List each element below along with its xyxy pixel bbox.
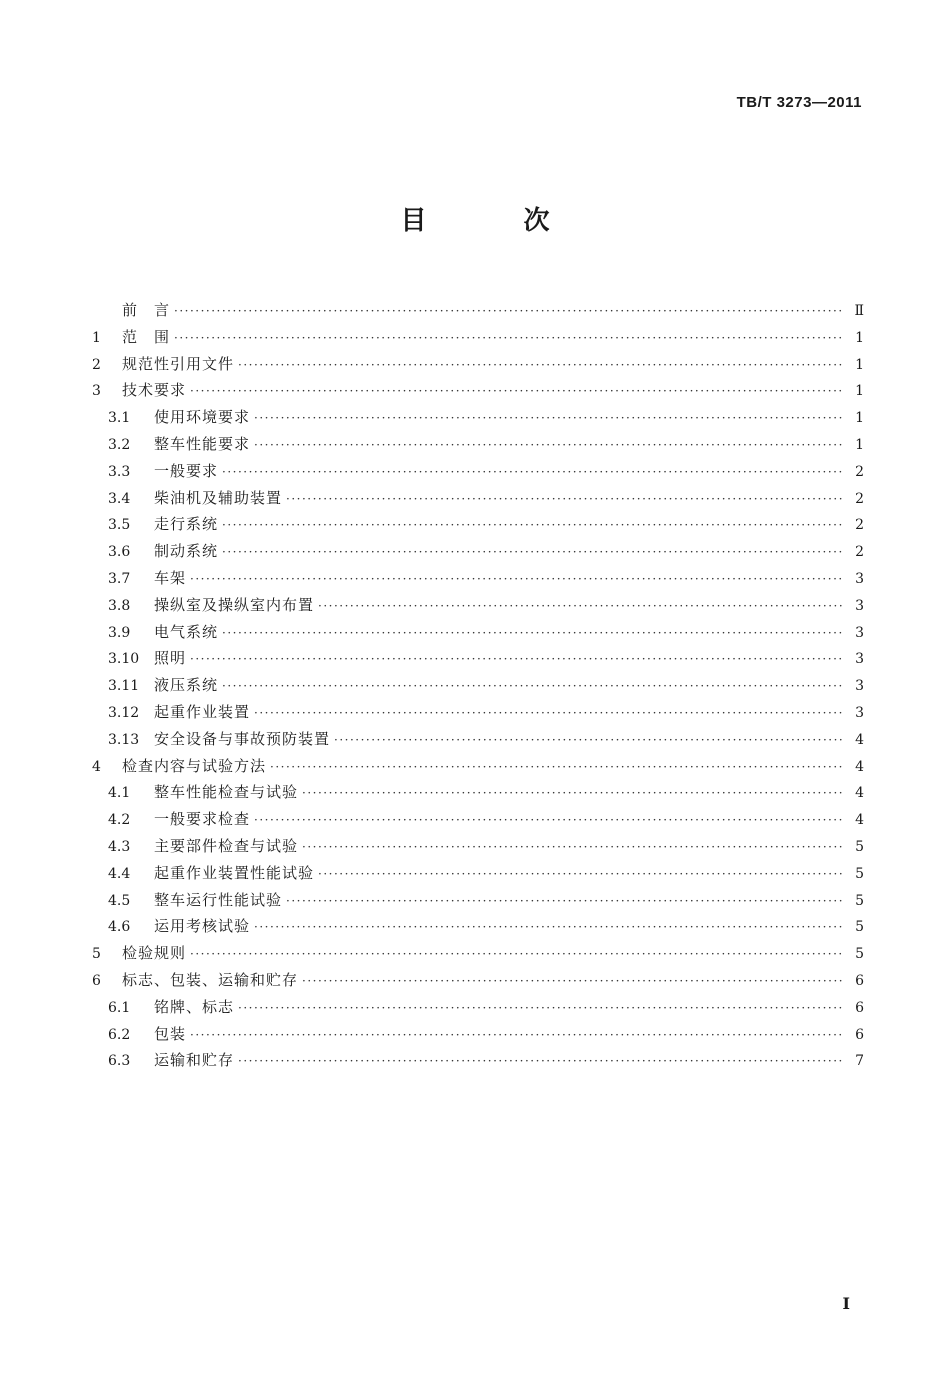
toc-leader-dots: [286, 894, 844, 908]
toc-entry-page: 4: [855, 812, 864, 829]
toc-entry[interactable]: [92, 487, 864, 514]
toc-entry[interactable]: [92, 889, 864, 916]
toc-entry-label: 一般要求检查: [154, 810, 251, 829]
toc-entry-number: 3.1: [108, 410, 131, 427]
toc-entry-label: 主要部件检查与试验: [154, 836, 299, 855]
toc-entry[interactable]: [92, 835, 864, 862]
toc-leader-dots: [190, 652, 844, 666]
toc-entry-number: 3.2: [108, 436, 131, 453]
toc-entry-page: 5: [855, 919, 864, 936]
toc-entry-page: 3: [855, 651, 864, 668]
toc-entry[interactable]: [92, 433, 864, 460]
toc-leader-dots: [174, 304, 844, 318]
toc-entry-page: 5: [855, 892, 864, 909]
toc-entry-label: 检查内容与试验方法: [122, 756, 267, 775]
toc-entry-label: 标志、包装、运输和贮存: [122, 970, 299, 989]
toc-entry-label: 运输和贮存: [154, 1051, 235, 1070]
toc-entry-label: 走行系统: [154, 515, 219, 534]
toc-entry[interactable]: [92, 969, 864, 996]
toc-leader-dots: [174, 331, 844, 345]
toc-entry-label: 整车性能检查与试验: [154, 783, 299, 802]
page-title: 目 次: [400, 206, 594, 236]
toc-leader-dots: [238, 1001, 844, 1015]
toc-leader-dots: [238, 358, 844, 372]
toc-entry-page: 1: [855, 410, 864, 427]
toc-entry[interactable]: [92, 915, 864, 942]
toc-leader-dots: [238, 1054, 844, 1068]
toc-entry[interactable]: [92, 728, 864, 755]
toc-entry-number: 3: [92, 383, 101, 400]
toc-entry-label: 一般要求: [154, 461, 219, 480]
toc-entry-label: 安全设备与事故预防装置: [154, 729, 331, 748]
toc-entry-number: 6: [92, 972, 101, 989]
toc-entry-page: 1: [855, 329, 864, 346]
toc-entry-page: 4: [855, 785, 864, 802]
toc-leader-dots: [190, 1028, 844, 1042]
toc-entry-page: 1: [855, 356, 864, 373]
toc-entry-label: 制动系统: [154, 542, 219, 561]
toc-entry-number: 4.5: [108, 892, 131, 909]
toc-entry[interactable]: [92, 701, 864, 728]
toc-leader-dots: [222, 545, 844, 559]
toc-entry-number: 3.12: [108, 704, 140, 721]
toc-entry-number: 4: [92, 758, 101, 775]
toc-entry-number: 3.4: [108, 490, 131, 507]
toc-entry[interactable]: [92, 299, 864, 326]
toc-entry-label: 整车性能要求: [154, 434, 251, 453]
toc-entry[interactable]: [92, 647, 864, 674]
toc-entry-number: 3.13: [108, 731, 140, 748]
toc-entry-page: 4: [855, 758, 864, 775]
toc-leader-dots: [334, 733, 844, 747]
toc-entry-number: 3.3: [108, 463, 131, 480]
toc-entry[interactable]: [92, 567, 864, 594]
toc-entry[interactable]: [92, 460, 864, 487]
toc-entry-number: 4.3: [108, 838, 131, 855]
toc-entry-number: 1: [92, 329, 101, 346]
toc-entry-label: 操纵室及操纵室内布置: [154, 595, 315, 614]
toc-entry-number: 5: [92, 946, 101, 963]
toc-entry-number: 3.11: [108, 678, 140, 695]
toc-leader-dots: [254, 920, 844, 934]
toc-entry-label: 技术要求: [122, 381, 187, 400]
toc-entry-label: 运用考核试验: [154, 917, 251, 936]
toc-leader-dots: [222, 465, 844, 479]
toc-entry-number: 6.2: [108, 1026, 131, 1043]
toc-entry[interactable]: [92, 326, 864, 353]
toc-leader-dots: [254, 813, 844, 827]
toc-leader-dots: [190, 384, 844, 398]
toc-entry-page: 7: [855, 1053, 864, 1070]
toc-leader-dots: [286, 492, 844, 506]
toc-leader-dots: [222, 518, 844, 532]
table-of-contents: [92, 299, 864, 1076]
page-number: I: [842, 1294, 850, 1313]
toc-entry-label: 起重作业装置性能试验: [154, 863, 315, 882]
toc-entry-page: 1: [855, 436, 864, 453]
toc-leader-dots: [270, 760, 844, 774]
toc-entry[interactable]: [92, 1049, 864, 1076]
toc-entry-label: 规范性引用文件: [122, 354, 235, 373]
toc-entry-page: 3: [855, 704, 864, 721]
toc-entry-number: 4.1: [108, 785, 131, 802]
toc-entry-number: 6.1: [108, 999, 131, 1016]
toc-entry[interactable]: [92, 755, 864, 782]
document-code: TB/T 3273—2011: [736, 94, 862, 111]
toc-entry-page: 4: [855, 731, 864, 748]
toc-entry-label: 柴油机及辅助装置: [154, 488, 283, 507]
toc-leader-dots: [318, 867, 844, 881]
toc-entry[interactable]: [92, 379, 864, 406]
toc-leader-dots: [254, 411, 844, 425]
toc-entry-number: 3.10: [108, 651, 140, 668]
toc-entry[interactable]: [92, 674, 864, 701]
toc-leader-dots: [318, 599, 844, 613]
toc-entry-page: 5: [855, 946, 864, 963]
toc-entry-label: 包装: [154, 1024, 187, 1043]
toc-entry-page: Ⅱ: [854, 303, 864, 319]
toc-entry-page: 2: [855, 517, 864, 534]
toc-leader-dots: [302, 786, 844, 800]
toc-entry-page: 5: [855, 838, 864, 855]
toc-leader-dots: [254, 438, 844, 452]
toc-entry-number: 3.7: [108, 570, 131, 587]
toc-entry[interactable]: [92, 353, 864, 380]
toc-entry-page: 6: [855, 999, 864, 1016]
toc-entry[interactable]: [92, 781, 864, 808]
toc-entry[interactable]: [92, 942, 864, 969]
toc-entry-number: 3.6: [108, 544, 131, 561]
toc-entry-number: 4.6: [108, 919, 131, 936]
toc-leader-dots: [222, 679, 844, 693]
toc-entry-label: 车架: [154, 568, 187, 587]
toc-entry[interactable]: [92, 540, 864, 567]
toc-leader-dots: [302, 974, 844, 988]
toc-entry-number: 3.9: [108, 624, 131, 641]
toc-entry-label: 前 言: [122, 301, 171, 319]
toc-entry-page: 3: [855, 570, 864, 587]
toc-entry[interactable]: [92, 1023, 864, 1050]
toc-entry-page: 2: [855, 490, 864, 507]
toc-entry-number: 6.3: [108, 1053, 131, 1070]
toc-entry-number: 3.8: [108, 597, 131, 614]
toc-entry-page: 3: [855, 597, 864, 614]
toc-entry[interactable]: [92, 996, 864, 1023]
toc-entry-page: 1: [855, 383, 864, 400]
toc-entry[interactable]: [92, 621, 864, 648]
toc-leader-dots: [254, 706, 844, 720]
toc-entry[interactable]: [92, 406, 864, 433]
toc-entry[interactable]: [92, 862, 864, 889]
toc-entry-number: 4.2: [108, 812, 131, 829]
toc-entry-page: 5: [855, 865, 864, 882]
toc-entry-label: 起重作业装置: [154, 702, 251, 721]
toc-leader-dots: [190, 572, 844, 586]
toc-entry-label: 照明: [154, 649, 187, 668]
toc-leader-dots: [190, 947, 844, 961]
toc-entry-number: 3.5: [108, 517, 131, 534]
toc-entry[interactable]: [92, 594, 864, 621]
toc-entry-page: 2: [855, 544, 864, 561]
toc-entry[interactable]: [92, 513, 864, 540]
toc-entry[interactable]: [92, 808, 864, 835]
toc-entry-label: 整车运行性能试验: [154, 890, 283, 909]
toc-leader-dots: [222, 626, 844, 640]
toc-entry-page: 3: [855, 678, 864, 695]
toc-entry-label: 检验规则: [122, 944, 187, 963]
toc-entry-number: 4.4: [108, 865, 131, 882]
toc-entry-label: 使用环境要求: [154, 408, 251, 427]
toc-entry-page: 6: [855, 1026, 864, 1043]
toc-entry-number: 2: [92, 356, 101, 373]
toc-leader-dots: [302, 840, 844, 854]
toc-entry-page: 6: [855, 972, 864, 989]
toc-entry-page: 3: [855, 624, 864, 641]
toc-entry-label: 铭牌、标志: [154, 997, 235, 1016]
toc-entry-label: 电气系统: [154, 622, 219, 641]
toc-entry-label: 范 围: [122, 327, 171, 346]
toc-entry-label: 液压系统: [154, 676, 219, 695]
toc-entry-page: 2: [855, 463, 864, 480]
